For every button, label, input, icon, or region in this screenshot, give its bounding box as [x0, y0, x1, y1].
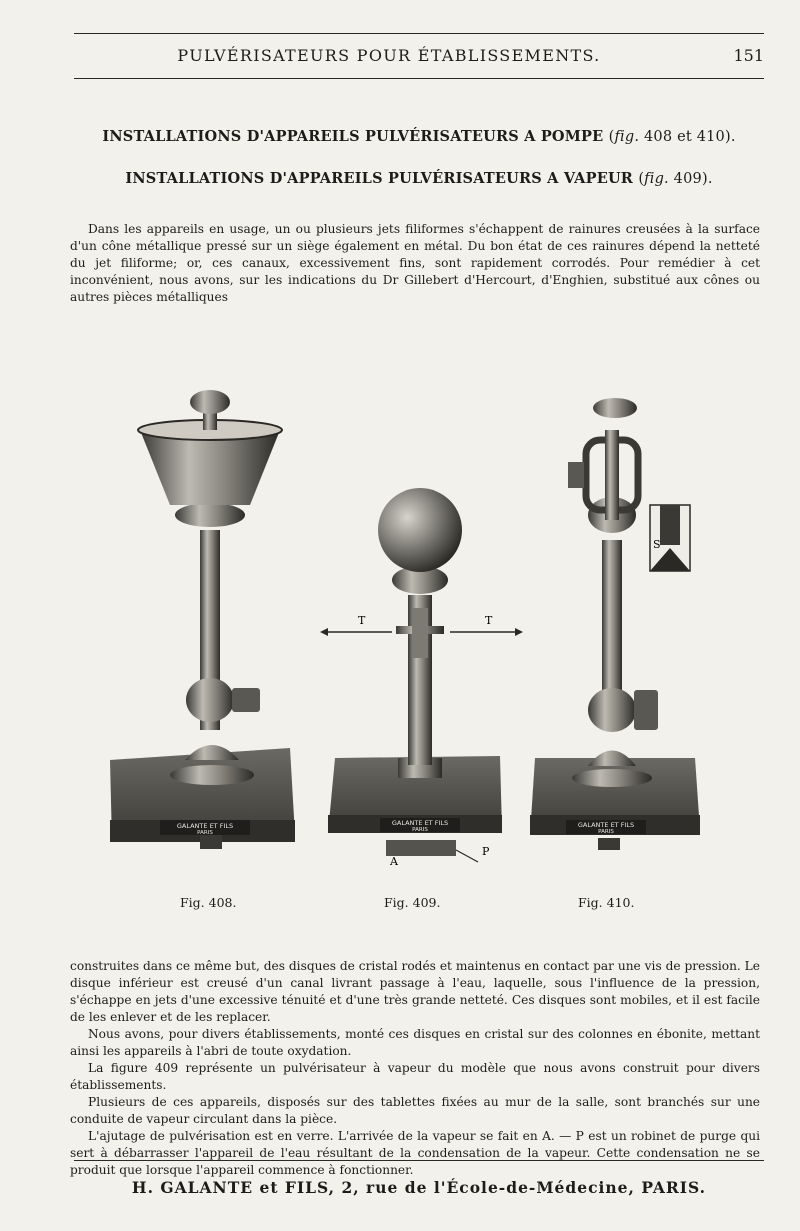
heading-pump-text: INSTALLATIONS D'APPAREILS PULVÉRISATEURS A POMPE — [102, 128, 604, 145]
body-paragraph: Plusieurs de ces appareils, disposés sur des tablettes fixées au mur de la salle, sont branchés sur une conduite de vapeur circulant dans la pièce. — [70, 1095, 760, 1126]
body-paragraph: Nous avons, pour divers établissements, monté ces disques en cristal sur des colonnes en ébonite, mettant ainsi les appareils à l'abri de toute oxydation. — [70, 1027, 760, 1058]
label-P: P — [482, 845, 490, 858]
apparatus-illustration — [100, 290, 740, 910]
plaque-410-line2: PARIS — [598, 829, 614, 835]
top-rule — [74, 33, 764, 34]
running-title: PULVÉRISATEURS POUR ÉTABLISSEMENTS. — [177, 46, 601, 65]
page-header — [74, 44, 764, 70]
body-paragraph: La figure 409 représente un pulvérisateur à vapeur du modèle que nous avons construit pour divers établissements. — [70, 1061, 760, 1092]
footer-rule — [74, 1160, 764, 1161]
plaque-408-line2: PARIS — [197, 830, 213, 836]
heading-steam-figref: (fig. 409). — [638, 171, 713, 187]
heading-pump — [74, 128, 764, 145]
heading-pump-figref: (fig. 408 et 410). — [608, 129, 736, 145]
body-paragraph: construites dans ce même but, des disques de cristal rodés et maintenus en contact par une vis de pression. Le disque inférieur est creusé d'un canal livrant passage à l'eau, laquelle, sous l'influence de la pression, s'échappe en jets d'une excessive ténuité et d'une très grande netteté. Ces disques sont mobiles, et il est facile de les enlever et de les replacer. — [70, 959, 760, 1024]
body-text — [70, 958, 760, 1179]
page-number: 151 — [733, 46, 764, 65]
figure-409 — [320, 488, 523, 868]
figure-410 — [530, 398, 700, 850]
heading-steam-text: INSTALLATIONS D'APPAREILS PULVÉRISATEURS A VAPEUR — [125, 170, 634, 187]
plaque-410-line1: GALANTE ET FILS — [577, 821, 635, 829]
figure-408 — [110, 390, 295, 849]
body-paragraph: L'ajutage de pulvérisation est en verre. L'arrivée de la vapeur se fait en A. — P est un robinet de purge qui sert à débarrasser l'appareil de l'eau résultant de la condensation de la vapeur. Cette condensation ne se produit que lorsque l'appareil commence à fonctionner. — [70, 1129, 760, 1177]
heading-steam — [74, 170, 764, 187]
label-S: S — [653, 538, 661, 551]
caption-fig-410: Fig. 410. — [578, 895, 635, 910]
plaque-409-line1: GALANTE ET FILS — [391, 819, 449, 827]
header-rule — [74, 78, 764, 79]
label-T-right: T — [485, 614, 493, 627]
caption-fig-408: Fig. 408. — [180, 895, 237, 910]
plaque-408-line1: GALANTE ET FILS — [176, 822, 234, 830]
label-A: A — [390, 855, 398, 868]
plaque-409-line2: PARIS — [412, 827, 428, 833]
label-T-left: T — [358, 614, 366, 627]
intro-text: Dans les appareils en usage, un ou plusieurs jets filiformes s'échappent de rainures creusées à la surface d'un cône métallique pressé sur un siège également en métal. Du bon état de ces rainures dépend la netteté du jet filiforme; or, ces canaux, excessivement fins, sont rapidement corrodés. Pour remédier à cet inconvénient, nous avons, sur les indications du Dr Gillebert d'Hercourt, d'Enghien, substitué aux cônes ou autres pièces métalliques — [70, 222, 760, 304]
caption-fig-409: Fig. 409. — [384, 895, 441, 910]
footer-imprint: H. GALANTE et FILS, 2, rue de l'École-de-Médecine, PARIS. — [131, 1178, 707, 1197]
